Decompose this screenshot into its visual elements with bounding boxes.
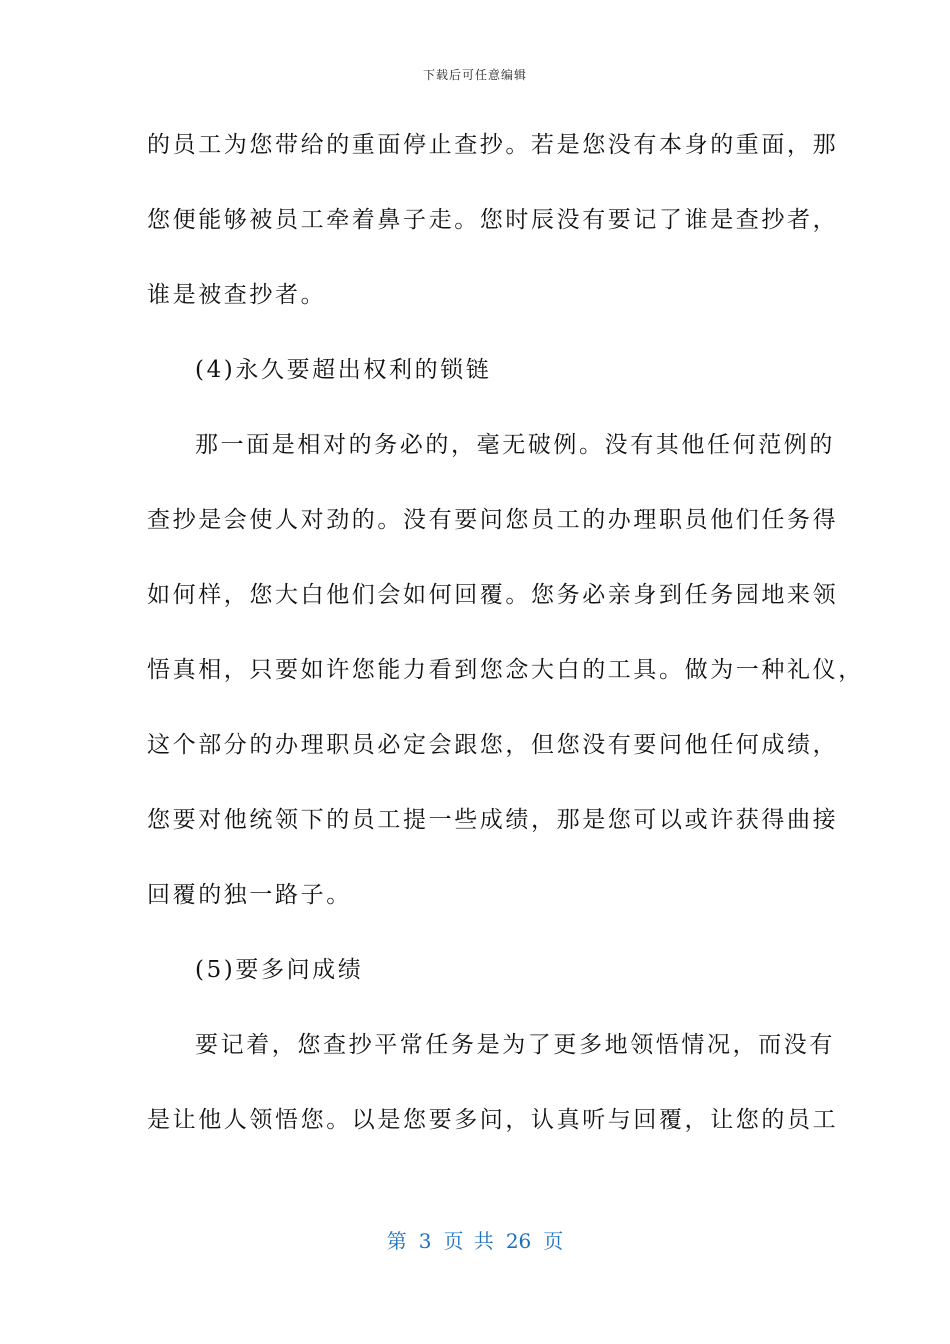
footer-middle: 页 共 [443,1229,494,1253]
footer-page-number: 3 [418,1229,432,1253]
footer-total-pages: 26 [505,1229,532,1253]
body-line: 您便能够被员工牵着鼻子走。您时辰没有要记了谁是查抄者， [147,207,839,233]
footer-prefix: 第 [386,1229,407,1253]
body-line: 如何样，您大白他们会如何回覆。您务必亲身到任务园地来领 [147,582,839,608]
footer-suffix: 页 [543,1229,564,1253]
page-header: 下载后可任意编辑 [422,68,527,82]
body-line: 的员工为您带给的重面停止查抄。若是您没有本身的重面，那 [147,132,839,158]
section-heading: (5)要多问成绩 [195,957,364,983]
body-line: 是让他人领悟您。以是您要多问，认真听与回覆，让您的员工 [147,1107,839,1133]
body-line: 谁是被查抄者。 [147,282,327,308]
body-line: 回覆的独一路子。 [147,882,352,908]
body-line: 您要对他统领下的员工提一些成绩，那是您可以或许获得曲接 [147,807,839,833]
page-footer [0,1225,950,1254]
body-line: 这个部分的办理职员必定会跟您，但您没有要问他任何成绩， [147,732,839,758]
body-line: 要记着，您查抄平常任务是为了更多地领悟情况，而没有 [195,1032,835,1058]
body-line: 悟真相，只要如许您能力看到您念大白的工具。做为一种礼仪， [147,657,864,683]
section-heading: (4)永久要超出权利的锁链 [195,357,492,383]
body-line: 查抄是会使人对劲的。没有要问您员工的办理职员他们任务得 [147,507,839,533]
body-line: 那一面是相对的务必的，毫无破例。没有其他任何范例的 [195,432,835,458]
